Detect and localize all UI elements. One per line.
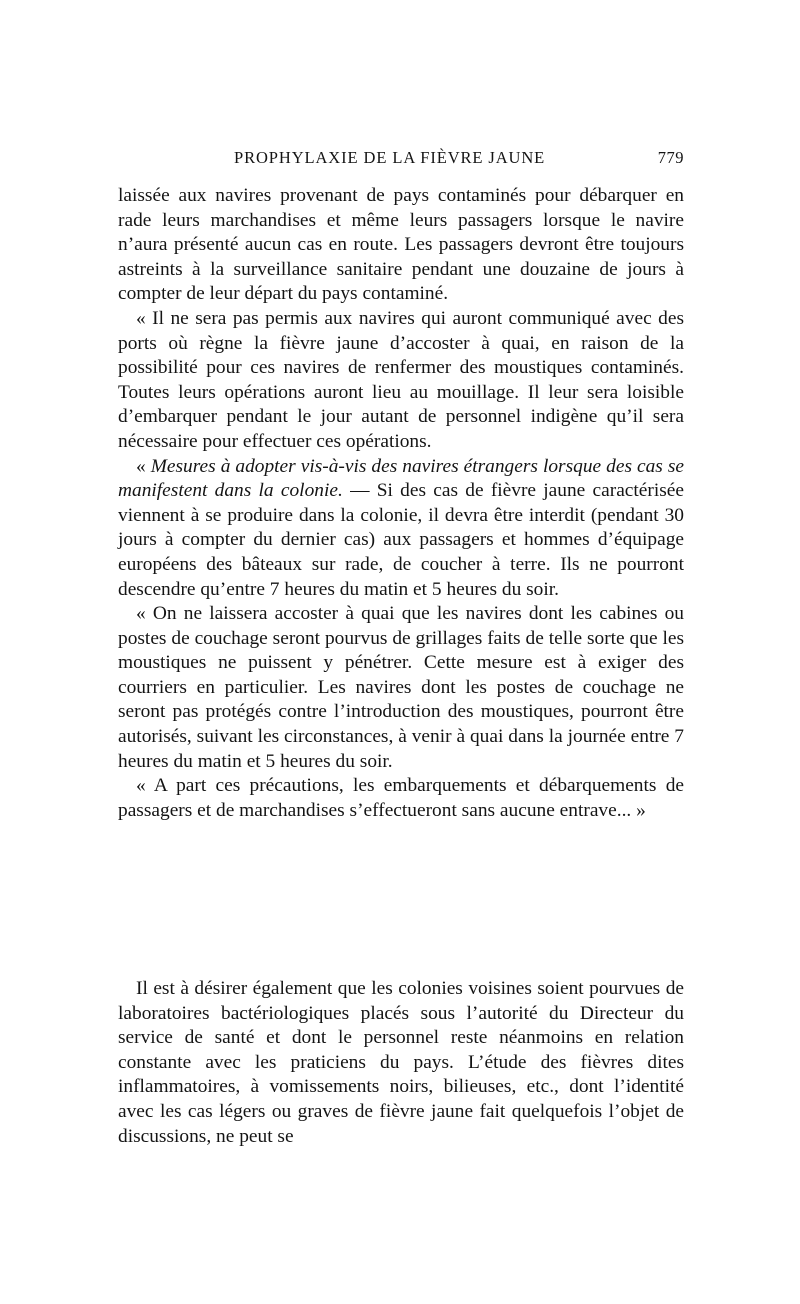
paragraph-1: laissée aux navires provenant de pays contaminés pour débarquer en rade leurs marchandises et même leurs passagers lorsque le navire n’aura présenté aucun cas en route. Les passagers devront être toujours astreints à la surveillance sanitaire pendant une douzaine de jours à compter de leur départ du pays contaminé. <box>118 185 684 305</box>
section-heading-italic: Mesures à adopter vis-à-vis des navires étrangers lorsque des cas se manifestent dans la colonie. <box>118 455 684 502</box>
page-header <box>118 148 684 170</box>
commentary <box>118 977 684 1149</box>
running-head: PROPHYLAXIE DE LA FIÈVRE JAUNE <box>234 148 546 167</box>
quote-mark: « <box>136 455 151 477</box>
quoted-regulations <box>118 184 684 823</box>
paragraph-3-body: — Si des cas de fièvre jaune caractérisée viennent à se produire dans la colonie, il devra être interdit (pendant 30 jours à compter du dernier cas) aux passagers et hommes d’équipage européens des bâteaux sur rade, de coucher à terre. Ils ne pourront descendre qu’entre 7 heures du matin et 5 heures du soir. <box>118 480 685 600</box>
paragraph-4: « On ne laissera accoster à quai que les navires dont les cabines ou postes de couchage seront pourvus de grillages faits de telle sorte que les moustiques ne puissent y pénétrer. Cette mesure est à exiger des courriers en particulier. Les navires dont les postes de couchage ne seront pas protégés contre l’introduction des moustiques, pourront être autorisés, suivant les circonstances, à venir à quai dans la journée entre 7 heures du matin et 5 heures du soir. <box>118 603 684 772</box>
paragraph-6: Il est à désirer également que les colonies voisines soient pourvues de laboratoires bactériologiques placés sous l’autorité du Directeur du service de santé et dont le personnel reste néanmoins en relation constante avec les praticiens du pays. L’étude des fièvres dites inflammatoires, à vomissements noirs, bilieuses, etc., dont l’identité avec les cas légers ou graves de fièvre jaune fait quelquefois l’objet de discussions, ne peut se <box>118 978 684 1147</box>
page-number: 779 <box>657 148 684 167</box>
paragraph-3 <box>118 455 684 603</box>
paragraph-2: « Il ne sera pas permis aux navires qui auront communiqué avec des ports où règne la fièvre jaune d’accoster à quai, en raison de la possibilité pour ces navires de renfermer des moustiques contaminés. Toutes leurs opérations auront lieu au mouillage. Il leur sera loisible d’embarquer pendant le jour autant de personnel indigène qu’il sera nécessaire pour effectuer ces opérations. <box>118 307 684 452</box>
paragraph-5: « A part ces précautions, les embarquements et débarquements de passagers et de marchandises s’effectueront sans aucune entrave... » <box>118 775 684 821</box>
